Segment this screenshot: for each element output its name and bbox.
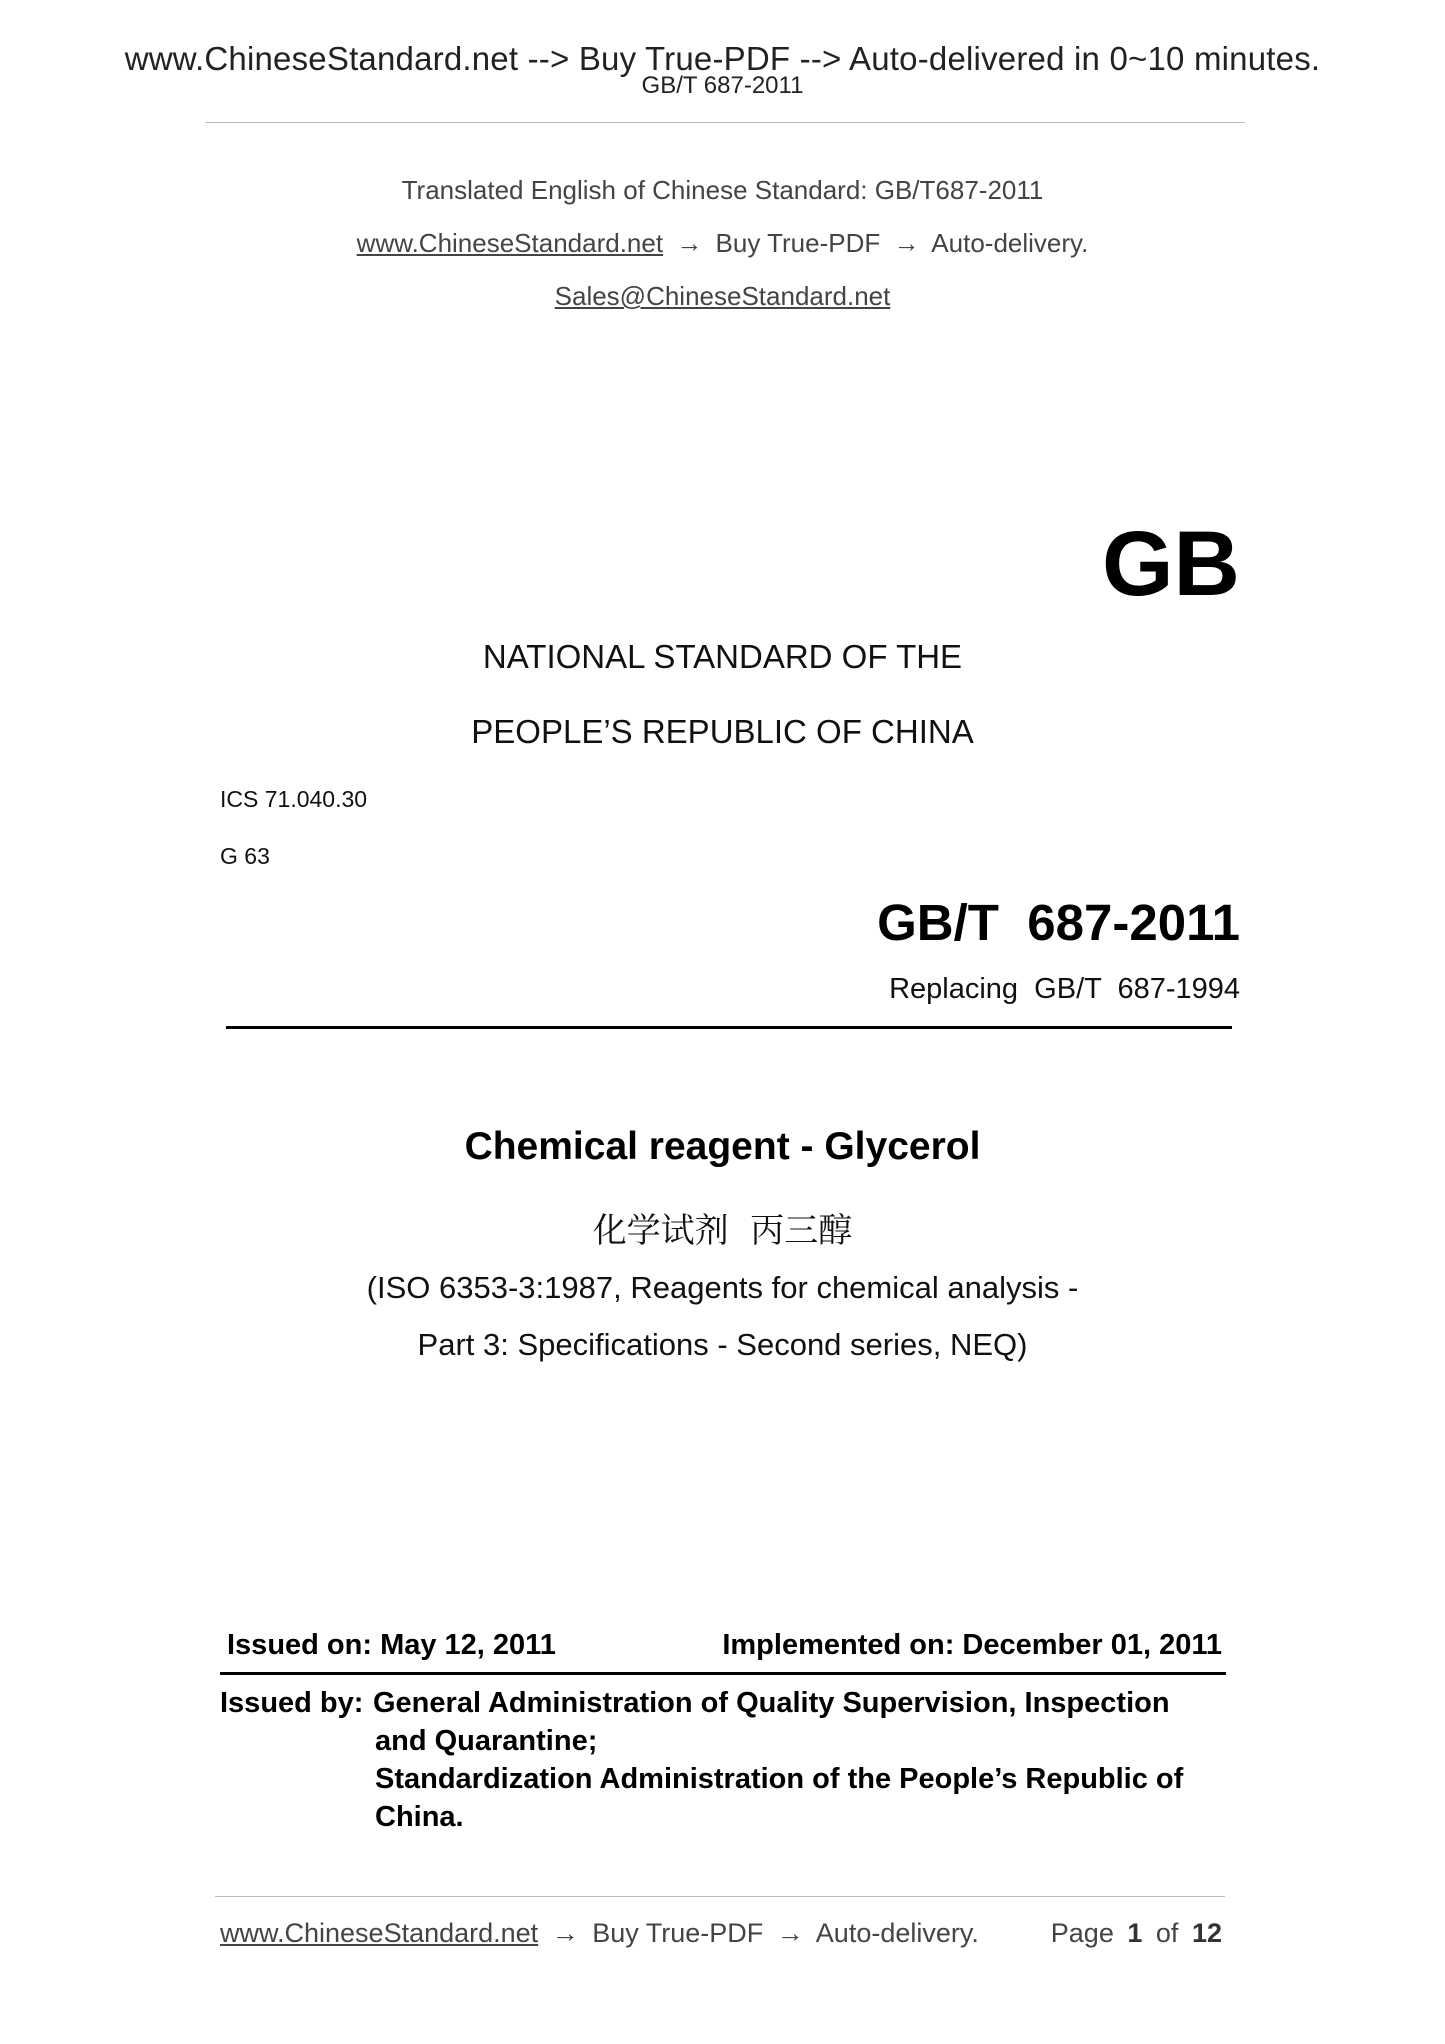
replacing-note: Replacing GB/T 687-1994: [889, 973, 1240, 1005]
top-banner: www.ChineseStandard.net --> Buy True-PDF --> Auto-delivered in 0~10 minutes.: [124, 40, 1321, 77]
issuer-1-line1: General Administration of Quality Supervision, Inspection: [373, 1687, 1170, 1719]
ccs-code: G 63: [220, 843, 270, 869]
issued-by-label: Issued by:: [220, 1687, 364, 1719]
header-doc-id: GB/T 687-2011: [641, 72, 804, 99]
page-label: Page: [1050, 1918, 1114, 1948]
iso-reference-line1: (ISO 6353-3:1987, Reagents for chemical analysis -: [366, 1270, 1079, 1305]
document-title: Chemical reagent - Glycerol: [464, 1125, 981, 1168]
issued-on: Issued on: May 12, 2011: [227, 1629, 556, 1661]
arrow-right-icon: →: [676, 228, 703, 258]
arrow-right-icon: →: [893, 228, 920, 258]
arrow-right-icon: →: [776, 1918, 804, 1948]
issuer-2-line1: Standardization Administration of the People’s Republic of: [375, 1763, 1184, 1795]
national-standard-line2: PEOPLE’S REPUBLIC OF CHINA: [471, 713, 974, 750]
footer-auto-text: Auto-delivery.: [815, 1918, 979, 1948]
page-indicator: [1051, 1918, 1222, 1949]
gb-logo: GB: [1102, 513, 1240, 615]
of-label: of: [1155, 1918, 1179, 1948]
buy-line: [0, 228, 1445, 259]
national-standard-line1: NATIONAL STANDARD OF THE: [482, 638, 963, 675]
auto-text: Auto-delivery.: [931, 228, 1089, 258]
footer-site-link[interactable]: www.ChineseStandard.net: [220, 1918, 539, 1948]
document-title-chinese: 化学试剂 丙三醇: [592, 1211, 853, 1251]
iso-reference-line2: Part 3: Specifications - Second series, NEQ): [417, 1327, 1028, 1362]
issuer-1-line2: and Quarantine;: [375, 1725, 598, 1757]
page-total: 12: [1191, 1918, 1222, 1948]
implemented-on: Implemented on: December 01, 2011: [722, 1629, 1222, 1661]
ics-code: ICS 71.040.30: [220, 786, 368, 812]
buy-text: Buy True-PDF: [715, 228, 881, 258]
arrow-right-icon: →: [551, 1918, 579, 1948]
dates-divider: [220, 1672, 1226, 1675]
title-divider: [226, 1026, 1232, 1029]
standard-number: GB/T 687-2011: [877, 894, 1240, 951]
footer-buy-text: Buy True-PDF: [592, 1918, 764, 1948]
footer-divider: [215, 1896, 1225, 1897]
footer-buy-line: [220, 1918, 979, 1949]
issuer-2-line2: China.: [375, 1801, 464, 1833]
translated-note: Translated English of Chinese Standard: GB/T687-2011: [401, 175, 1044, 205]
sales-email-link[interactable]: Sales@ChineseStandard.net: [554, 281, 891, 311]
header-divider: [205, 122, 1245, 123]
sales-line: [0, 281, 1445, 312]
page-number: 1: [1127, 1918, 1143, 1948]
site-link[interactable]: www.ChineseStandard.net: [356, 228, 664, 258]
